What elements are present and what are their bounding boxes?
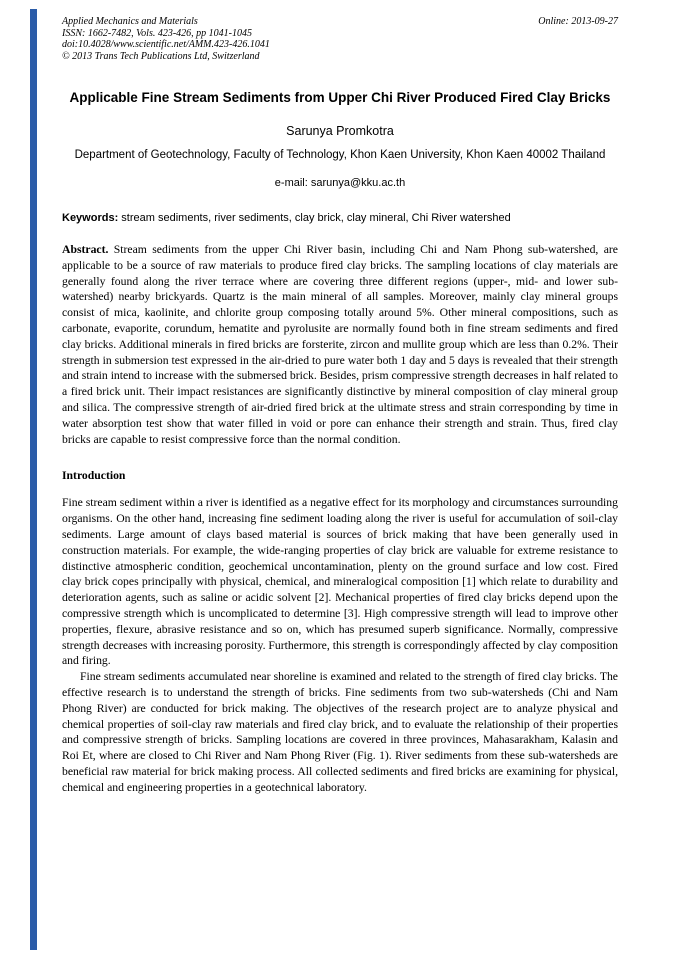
keywords-line [62,211,618,225]
issn-line: ISSN: 1662-7482, Vols. 423-426, pp 1041-1045 [62,27,252,39]
abstract-paragraph [62,242,618,447]
page-edge-accent-bar [30,9,37,950]
author-email: e-mail: sarunya@kku.ac.th [274,177,406,189]
introduction-paragraph-1: Fine stream sediment within a river is identified as a negative effect for its morphology and circumstances surrounding organisms. On the other hand, increasing fine sediment loading along the river is useful for accumulation of soil-clay sediments. Large amount of clays based material is sources of brick making that have been generally used in construction materials. For example, the wide-ranging properties of clay brick are valuable for extreme resistance to distinctive atmospheric condition, geochemical uncontamination, plenty on the ground surface and low cost. Fired clay brick copes principally with physical, chemical, and mineralogical composition [1] which relate to durability and deterioration agents, such as saline or acidic solvent [2]. Mechanical properties of fired clay bricks depend upon the compressive strength which is uncomplicated to determine [3]. High compressive strength will lead to improve other properties, flexure, abrasive resistance and so on, which has presumed superb significance. Normally, compressive strength decreases with increasing porosity. Furthermore, this strength is correspondingly affected by clay composition and firing. [62,496,618,668]
abstract-text: Stream sediments from the upper Chi River basin, including Chi and Nam Phong sub-watershed, are applicable to be a source of raw materials to produce fired clay bricks. The sampling locations of clay materials are generally found along the river terrace where are covering three different regions (upper-, mid- and lower sub-watershed) nearby brickyards. Quartz is the main mineral of all samples. Moreover, mainly clay mineral groups consist of mica, kaolinite, and chlorite group composing totally around 5%. Other mineral compositions, such as carbonate, evaporite, corundum, hematite and pyrolusite are normally found both in fine stream sediments and fired clay bricks. Additional minerals in fired bricks are forsterite, zircon and mullite group which are less than 0.2%. Their strength in submersion test expressed in the air-dried to pure water both 1 day and 5 days is revealed that their strength and strain intend to increase with the submersed brick. Besides, prism compressive strength decreases in half related to a fired brick unit. Their impact resistances are significantly distinctive by mineral composition of clay mineral group and silica. The compressive strength of air-dried fired brick at the ultimate stress and strain corresponding by time in water absorption test show that water filled in void or pore can enhance their strength and strain. Thus, fired clay bricks are capable to resist compressive force than the normal condition. [62,243,618,446]
publication-header [62,16,618,62]
page-content [62,16,618,796]
publication-info [62,16,270,62]
introduction-paragraph-2: Fine stream sediments accumulated near shoreline is examined and related to the strength of fired clay bricks. The effective research is to understand the strength of bricks. Fine sediments from two sub-watersheds (Chi and Nam Phong River) are conducted for brick making. The objectives of the research project are to analyze physical and chemical properties of soil-clay raw materials and fired clay brick, and to evaluate the relationship of their properties and compressive strength of bricks. Sampling locations are covered in three provinces, Mahasarakham, Kalasin and Roi Et, where are closed to Chi River and Nam Phong River (Fig. 1). River sediments from these sub-watersheds are beneficial raw material for brick making process. All collected sediments and fired bricks are examining for physical, chemical and engineering properties in a geotechnical laboratory. [62,670,618,794]
online-date: Online: 2013-09-27 [538,16,618,27]
copyright-line: © 2013 Trans Tech Publications Ltd, Switzerland [62,50,260,62]
page-title: Applicable Fine Stream Sediments from Upper Chi River Produced Fired Clay Bricks [69,90,611,105]
journal-name: Applied Mechanics and Materials [62,16,198,27]
section-heading-introduction: Introduction [62,469,126,483]
abstract-label: Abstract. [62,243,109,256]
author-affiliation: Department of Geotechnology, Faculty of Technology, Khon Kaen University, Khon Kaen 40002 Thailand [74,149,606,161]
keywords-text: stream sediments, river sediments, clay brick, clay mineral, Chi River watershed [118,212,511,224]
author-name: Sarunya Promkotra [286,124,394,138]
doi-line: doi:10.4028/www.scientific.net/AMM.423-426.1041 [62,39,270,50]
keywords-label: Keywords: [62,212,119,224]
